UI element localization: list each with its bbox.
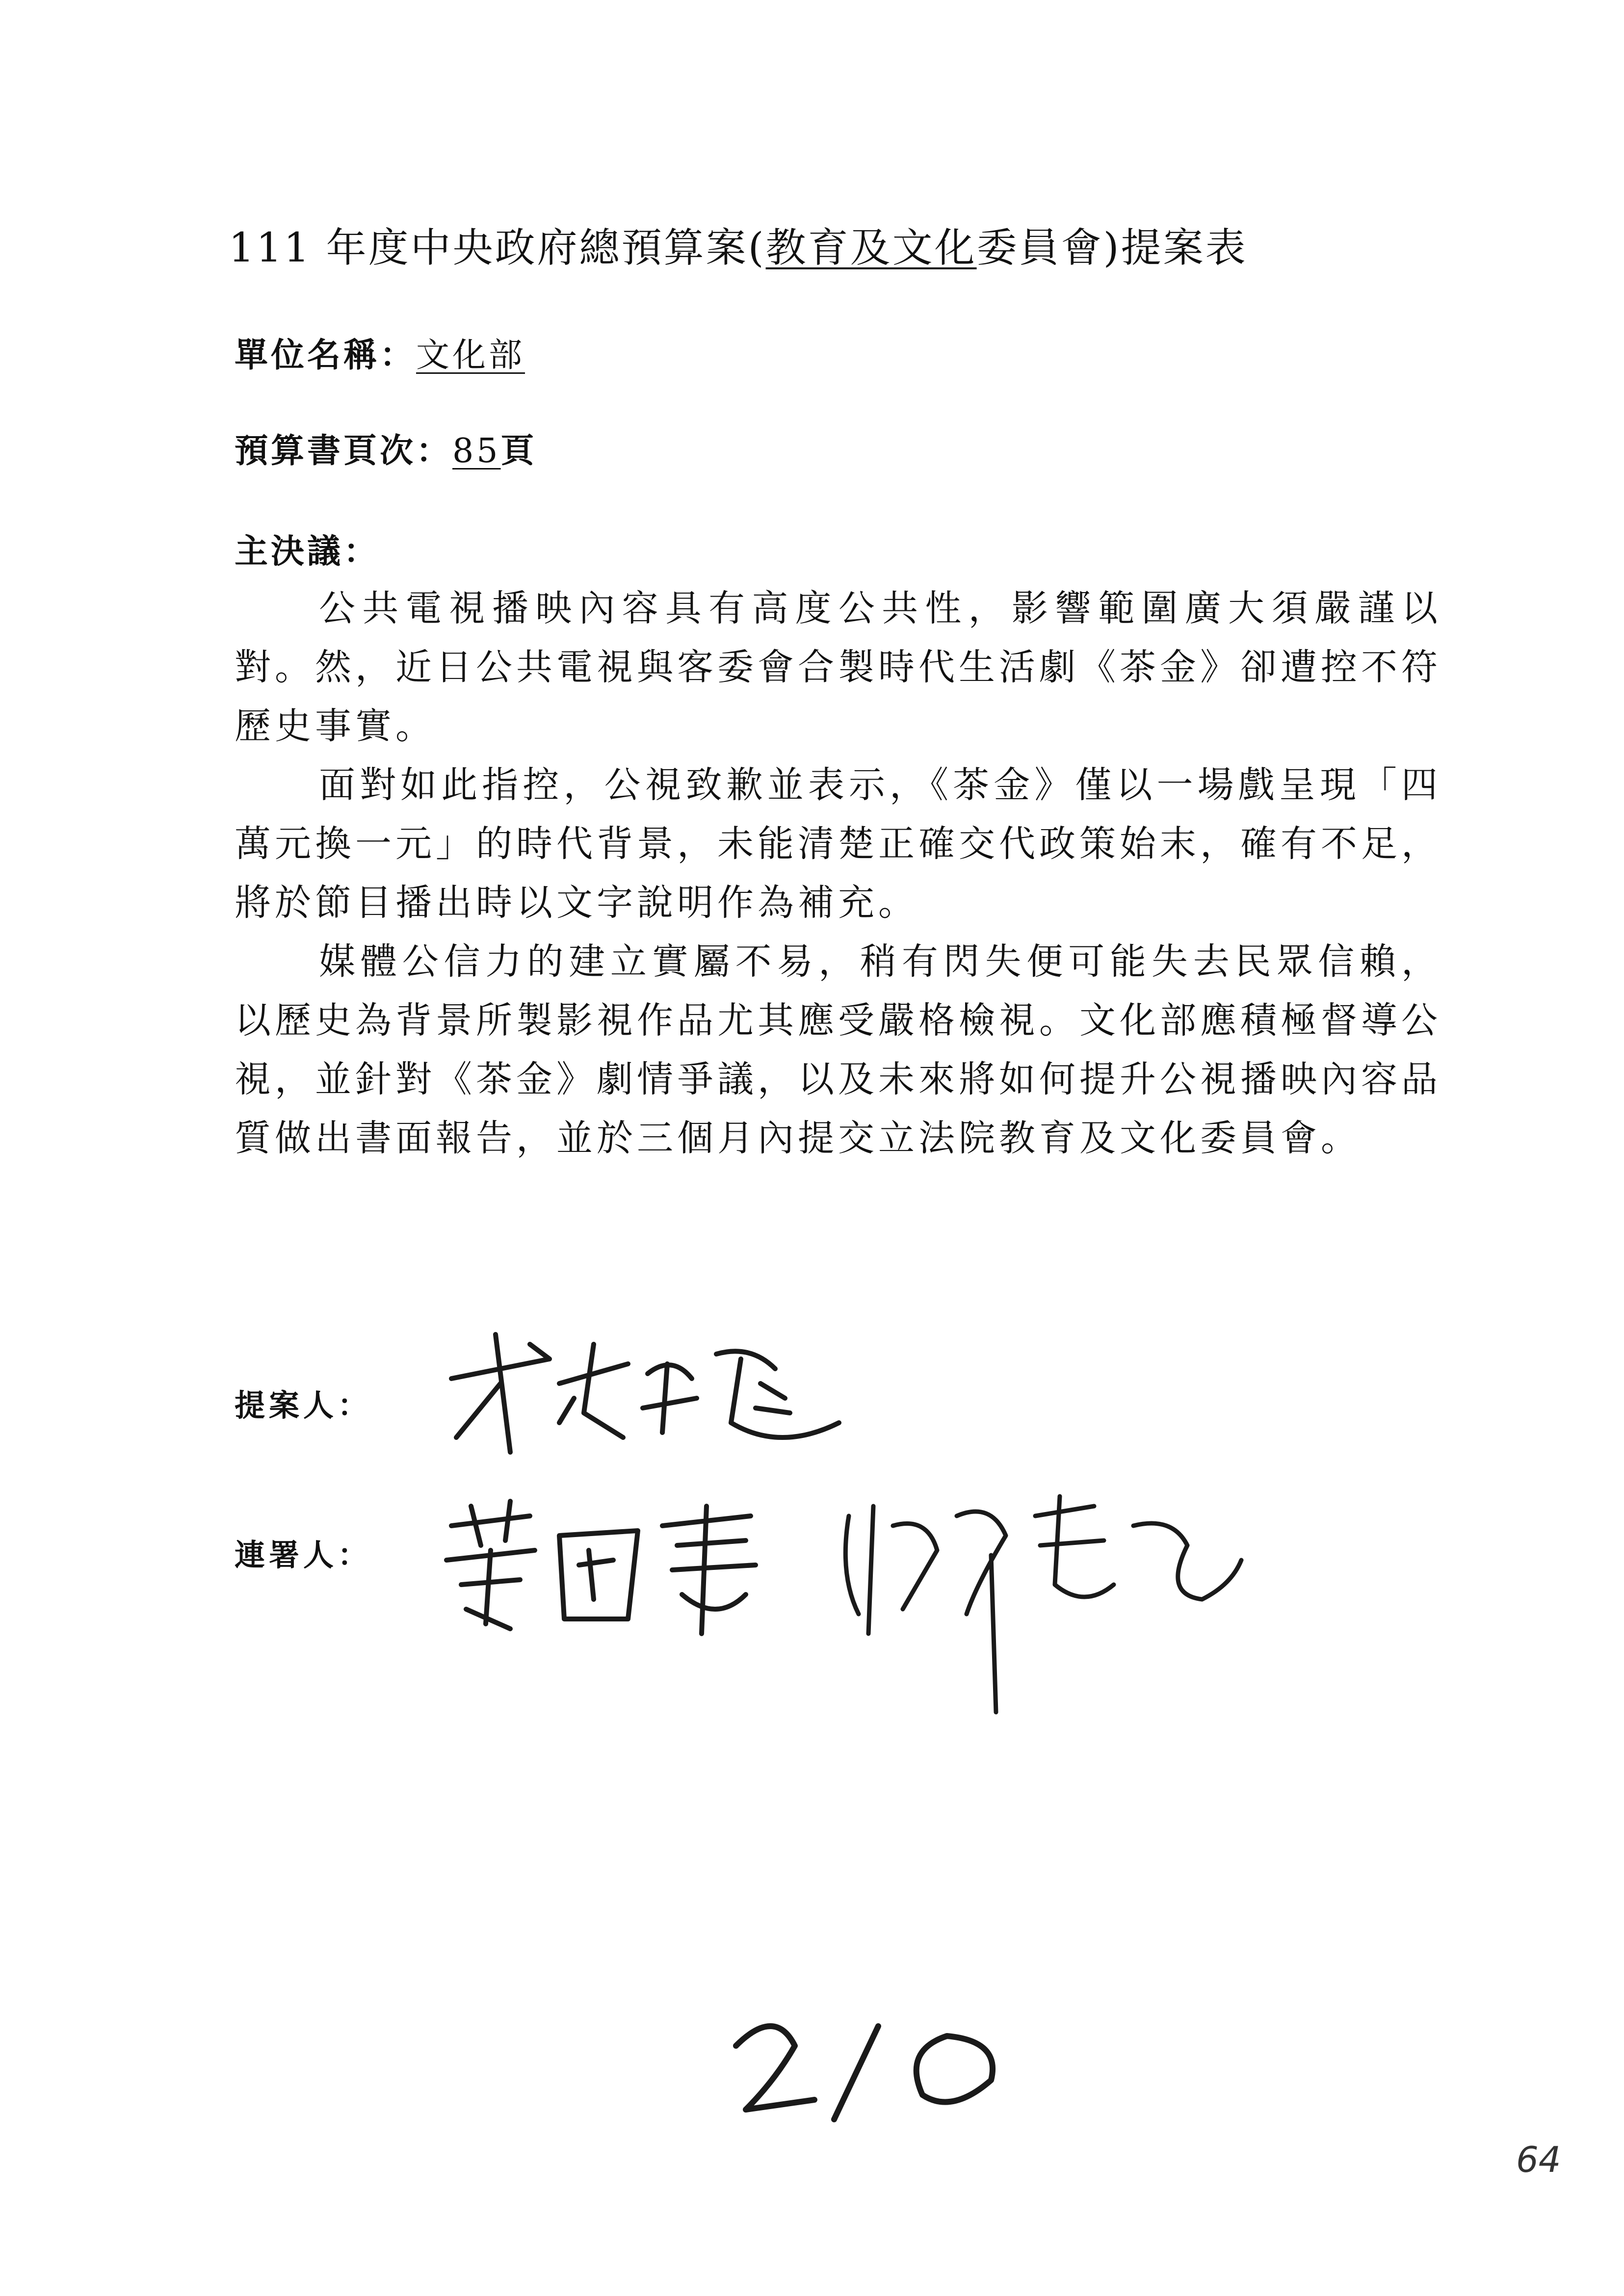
budget-page-label: 預算書頁次： [235, 431, 453, 470]
unit-name-field [235, 329, 525, 376]
title-suffix: 委員會)提案表 [976, 225, 1248, 271]
unit-name-label: 單位名稱： [235, 336, 417, 375]
budget-page-field [235, 424, 537, 472]
cosigner-label: 連署人： [235, 1537, 372, 1573]
resolution-paragraph: 公共電視播映內容具有高度公共性，影響範圍廣大須嚴謹以對。然，近日公共電視與客委會合製時代生活劇《茶金》卻遭控不符歷史事實。 [235, 587, 1441, 747]
resolution-paragraph: 面對如此指控，公視致歉並表示，《茶金》僅以一場戲呈現「四萬元換一元」的時代背景，未能清楚正確交代政策始末，確有不足，將於節目播出時以文字說明作為補充。 [235, 764, 1441, 924]
proposer-label: 提案人： [235, 1387, 372, 1423]
page-title [229, 216, 1248, 273]
stamp-number [716, 1997, 1011, 2124]
title-committee: 教育及文化 [765, 225, 977, 271]
budget-page-value: 85 [452, 432, 501, 470]
page-number: 64 [1516, 2139, 1561, 2180]
title-prefix: 111 年度中央政府總預算案( [229, 225, 766, 271]
unit-name-value: 文化部 [416, 336, 525, 375]
budget-page-suffix: 頁 [500, 431, 537, 470]
resolution-body [235, 579, 1441, 1168]
resolution-paragraph: 媒體公信力的建立實屬不易，稍有閃失便可能失去民眾信賴，以歷史為背景所製影視作品尤其應受嚴格檢視。文化部應積極督導公視，並針對《茶金》劇情爭議，以及未來將如何提升公視播映內容品質做出書面報告，並於三個月內提交立法院教育及文化委員會。 [235, 940, 1441, 1159]
cosigner-signature [432, 1496, 775, 1644]
proposer-signature [437, 1325, 864, 1472]
cosigner-signature-2 [829, 1487, 1251, 1732]
resolution-label: 主決議： [235, 532, 380, 571]
